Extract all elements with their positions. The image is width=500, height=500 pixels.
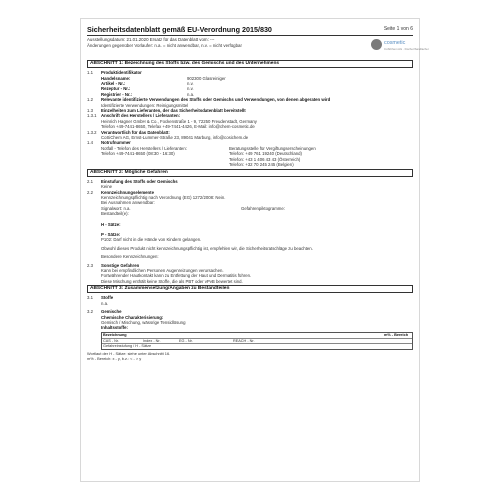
change-note: Änderungen gegenüber Vorlaufer: n.a. = nicht anwendbar, n.v. = nicht verfügbar (87, 43, 242, 48)
article-number-value: n.v. (187, 81, 194, 87)
footnote-text: Wortlaut der H - Sätze: siehe unter Abschnitt 16. (87, 351, 171, 357)
document-meta (87, 37, 327, 49)
item-title: Notrufnummer (101, 140, 131, 146)
logo-subtext: CoSiChem AG · Fischer/Sandlacher (384, 47, 429, 51)
item-number: 1.3.1 (87, 113, 97, 119)
item-number: 1.3.2 (87, 129, 97, 135)
table-header-cell: Bezeichnung (103, 332, 127, 337)
item-number: 2.1 (87, 178, 93, 184)
item-text: n.a. (101, 300, 109, 306)
item-3-2 (87, 309, 413, 350)
section-2-heading: ABSCHNITT 2: Mögliche Gefahren (87, 169, 413, 177)
item-2-2 (87, 190, 413, 263)
item-1-3-2 (87, 130, 413, 141)
logo-mark-icon (371, 39, 382, 50)
company-logo (371, 38, 429, 56)
document-body (87, 59, 413, 362)
pictograms-label: Gefahrenpiktogramme: (241, 205, 285, 211)
emergency-supplier-phone: Telefon +49-7441-8650 (08:30 - 16:30) (101, 151, 175, 157)
item-1-4 (87, 140, 413, 167)
logo-text: cosmetic (384, 40, 406, 46)
advice-text: Obwohl dieses Produkt nicht kennzeichnungspflichtig ist, empfehlen wir, die Sicherheitsratschläge zu beachten. (101, 245, 313, 251)
footnote-text: m% - Bereich: x - y, b.z.: < - > y (87, 356, 142, 362)
item-text: Identifizierte Verwendungen: Reinigungsmittel (101, 102, 189, 108)
item-number: 3.2 (87, 309, 93, 315)
item-text: Kann bei empfindlichen Personen Augenreizungen verursachen. (101, 268, 224, 273)
item-title: Relevante identifizierte Verwendungen des Stoffs oder Gemischs und Verwendungen, von denen abgeraten wird (101, 97, 331, 103)
item-text: Diese Mischung enthält keine Stoffe, die als PBT oder vPvB bewertet sind. (101, 278, 243, 284)
chemical-characterization-label: Chemische Charakterisierung: (101, 314, 164, 320)
table-cell: Index - Nr. (143, 338, 161, 343)
page-number: Seite 1 von 6 (383, 26, 413, 32)
title-rule (87, 35, 413, 36)
item-number: 2.3 (87, 262, 93, 268)
table-cell: CAS - Nr. (103, 338, 120, 343)
item-3-1 (87, 295, 413, 306)
registration-number-value: n.a. (187, 91, 195, 97)
item-number: 1.1 (87, 70, 93, 76)
item-1-3-1 (87, 113, 413, 129)
document-page (80, 18, 429, 482)
item-title: Kennzeichnungselemente (101, 189, 155, 195)
item-title: Stoffe (101, 295, 114, 301)
footnotes (87, 352, 413, 362)
item-title: Gemische (101, 309, 122, 315)
item-title: Sonstige Gefahren (101, 262, 140, 268)
section-1-heading: ABSCHNITT 1: Bezeichnung des Stoffs bzw. des Gemischs und des Unternehmens (87, 60, 413, 68)
components-label: Bestandteil(e): (101, 211, 129, 217)
signal-word: Signalwort: n.a. (101, 205, 131, 211)
item-2-3 (87, 263, 413, 285)
table-row (102, 344, 412, 349)
emergency-supplier-label: Notfall - Telefon des Herstellers / Lieferanten: (101, 145, 187, 151)
item-text: Fortwährender Hautkontakt kann zu Entfettung der Haut und Dermatitis führen. (101, 273, 252, 279)
item-number: 2.2 (87, 189, 93, 195)
poison-center-label: Beratungsstelle für Vergiftungserscheinungen (229, 145, 316, 151)
chemical-characterization-value: Gemisch / Mischung, wässrige Tensidlösung (101, 320, 186, 326)
poison-center-phone-at: Telefon: +43 1 406 43 43 (Österreich) (229, 156, 301, 162)
item-title: Einzelheiten zum Lieferanten, der das Sicherheitsdatenblatt bereitstellt (101, 108, 246, 114)
responsible-party: CoSiChem AG, Ernst-Lummer-Straße 23, 89041 Marburg, info@cosichem.de (101, 135, 249, 141)
field-label: Rezeptur - Nr.: (101, 86, 131, 92)
h-statements-label: H - Sätze: (101, 221, 121, 227)
item-text: Keine (101, 184, 112, 190)
item-title: Einstufung des Stoffs oder Gemischs (101, 178, 178, 184)
supplier-address: Heinrich Hagner GmbH & Co., Fockenstraße 1 - 9, 72250 Freudenstadt, Germany (101, 118, 257, 124)
item-title: Verantwortlich für das Datenblatt: (101, 129, 170, 135)
item-2-1 (87, 179, 413, 190)
ingredients-table (101, 332, 413, 350)
document-title: Sicherheitsdatenblatt gemäß EU-Verordnung 2015/830 (87, 25, 272, 34)
table-cell: REACH - Nr. (233, 338, 255, 343)
field-label: Handelsname: (101, 75, 131, 81)
p-statement: P102: Darf nicht in die Hände von Kindern gelangen. (101, 237, 202, 243)
recipe-number-value: n.v. (187, 86, 194, 92)
field-label: Artikel - Nr.: (101, 81, 126, 87)
item-number: 1.3 (87, 108, 93, 114)
field-label: Registrier - Nr.: (101, 91, 133, 97)
table-cell: Gefahreinstufung / H - Sätze (103, 344, 152, 349)
item-1-2 (87, 97, 413, 108)
item-number: 1.4 (87, 140, 93, 146)
item-text: Bei Ausnahmen anwendbar: (101, 200, 155, 206)
item-number: 3.1 (87, 295, 93, 301)
item-title: Anschrift des Herstellers / Lieferanten: (101, 113, 181, 119)
table-cell: EG - Nr. (179, 338, 193, 343)
item-1-1 (87, 70, 413, 97)
ingredients-label: Inhaltsstoffe: (101, 325, 128, 331)
item-number: 1.2 (87, 97, 93, 103)
item-text: Kennzeichnungspflichtig nach Verordnung (EG) 1272/2008: Nein. (101, 194, 226, 200)
item-title: Produktidentifikator (101, 70, 142, 76)
issue-date: Ausstellungsdatum: 21.01.2020 Ersatz für das Datenblatt vom: --- (87, 37, 215, 42)
special-labelling: Besondere Kennzeichnungen: (101, 254, 159, 260)
poison-center-phone-be: Telefon: +32 70 245 245 (Belgien) (229, 162, 294, 168)
poison-center-phone-de: Telefon: +49 761 19240 (Deutschland) (229, 151, 302, 157)
supplier-contact: Telefon +49-7441-8650, Telefax +49-7441-4426, E-Mail: info@chem-cosmetic.de (101, 124, 255, 130)
p-statements-label: P - Sätze: (101, 231, 121, 237)
table-header-cell: m% - Bereich (383, 332, 409, 337)
section-3-heading: ABSCHNITT 3: Zusammensetzung/Angaben zu Bestandteilen (87, 285, 413, 293)
trade-name-value: 902300 Glasreiniger (187, 75, 226, 81)
